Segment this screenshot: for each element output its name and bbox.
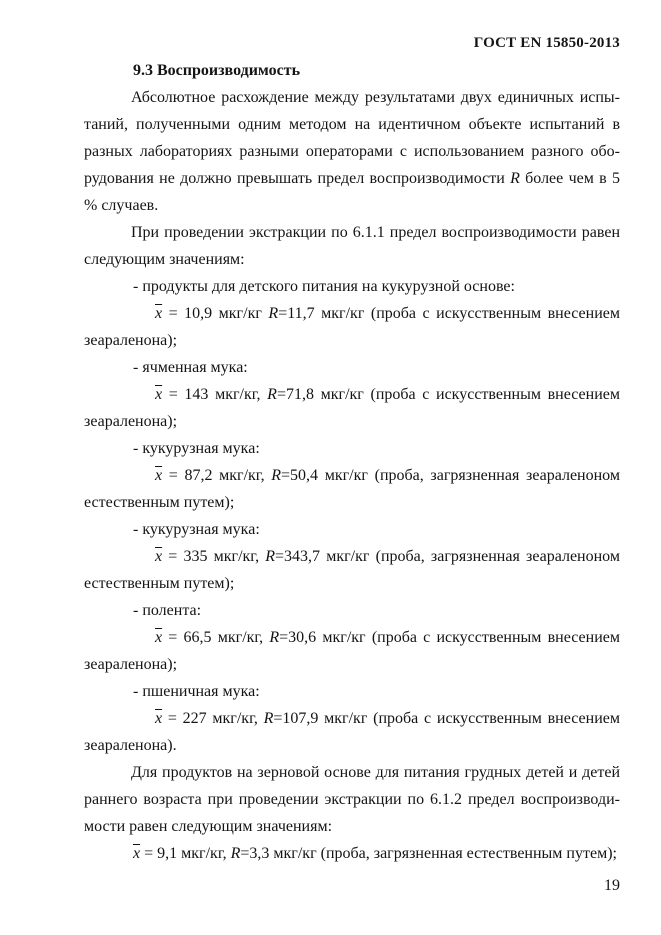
xbar-symbol: $\overline{x}$ [155, 629, 163, 646]
formula-text: =11,7 мкг/кг (проба с искусственным внесением зеараленона); [84, 305, 620, 349]
section-heading: 9.3 Воспроизводимость [133, 62, 301, 79]
paragraph-text: Абсолютное расхождение между результатами двух единичных испытаний, полученными одним методом на идентичном объекте испытаний в разных лабораториях разными операторами с использованием разного оборудования не должно превышать предел воспроизводимости [84, 89, 620, 187]
paragraph-reproducibility [84, 84, 620, 219]
formula-text: =107,9 мкг/кг (проба с искусственным внесением зеараленона). [84, 710, 620, 754]
list-item-barley-flour: - ячменная мука: [133, 359, 248, 376]
formula-text: = 87,2 мкг/кг, [162, 467, 272, 484]
formula-paragraph [84, 543, 620, 597]
formula-paragraph [84, 300, 620, 354]
formula-paragraph [84, 381, 620, 435]
formula-text: = 9,1 мкг/кг, [140, 845, 231, 862]
formula-text: = 227 мкг/кг, [162, 710, 264, 727]
formula-text: =71,8 мкг/кг (проба с искусственным внесением зеараленона); [84, 386, 620, 430]
list-item-corn-flour-2: - кукурузная мука: [133, 521, 260, 538]
paragraph-extraction-611: При проведении экстракции по 6.1.1 предел воспроизводимости равен следующим значениям: [84, 224, 620, 268]
variable-R: R [268, 305, 279, 322]
xbar-symbol: $\overline{x}$ [155, 305, 163, 322]
list-item-maize-baby-food: - продукты для детского питания на кукурузной основе: [133, 278, 515, 295]
formula-text: = 335 мкг/кг, [162, 548, 266, 565]
variable-R: R [510, 170, 520, 187]
list-item-polenta: - полента: [133, 602, 202, 619]
formula-text: =343,7 мкг/кг (проба, загрязненная зеараленоном естественным путем); [84, 548, 620, 592]
variable-R: R [269, 629, 280, 646]
formula-paragraph [84, 624, 620, 678]
variable-R: R [265, 548, 276, 565]
formula-text: =50,4 мкг/кг (проба, загрязненная зеараленоном естественным путем); [84, 467, 620, 511]
xbar-symbol: $\overline{x}$ [155, 386, 163, 403]
variable-R: R [267, 386, 277, 403]
formula-text: =30,6 мкг/кг (проба с искусственным внесением зеараленона); [84, 629, 620, 673]
xbar-symbol: $\overline{x}$ [155, 548, 163, 565]
xbar-symbol: $\overline{x}$ [155, 467, 163, 484]
list-item-corn-flour-1: - кукурузная мука: [133, 440, 260, 457]
formula-paragraph [84, 705, 620, 759]
running-header [84, 30, 620, 57]
doc-code: ГОСТ EN 15850-2013 [473, 35, 620, 51]
formula-text: = 10,9 мкг/кг [162, 305, 269, 322]
variable-R: R [230, 845, 241, 862]
paragraph-text: более чем в 5 % случаев. [84, 170, 620, 214]
formula-paragraph [84, 462, 620, 516]
xbar-symbol: $\overline{x}$ [133, 845, 141, 862]
xbar-symbol: $\overline{x}$ [155, 710, 163, 727]
variable-R: R [271, 467, 282, 484]
formula-text: = 66,5 мкг/кг, [162, 629, 270, 646]
variable-R: R [263, 710, 274, 727]
formula-text: = 143 мкг/кг, [162, 386, 268, 403]
paragraph-extraction-612: Для продуктов на зерновой основе для питания грудных детей и детей раннего возраста при проведении экстракции по 6.1.2 предел воспроизводимости равен следующим значениям: [84, 764, 620, 835]
list-item-wheat-flour: - пшеничная мука: [133, 683, 260, 700]
page-number: 19 [604, 877, 620, 894]
formula-paragraph-final [84, 840, 620, 867]
formula-text: =3,3 мкг/кг (проба, загрязненная естественным путем); [240, 845, 617, 862]
